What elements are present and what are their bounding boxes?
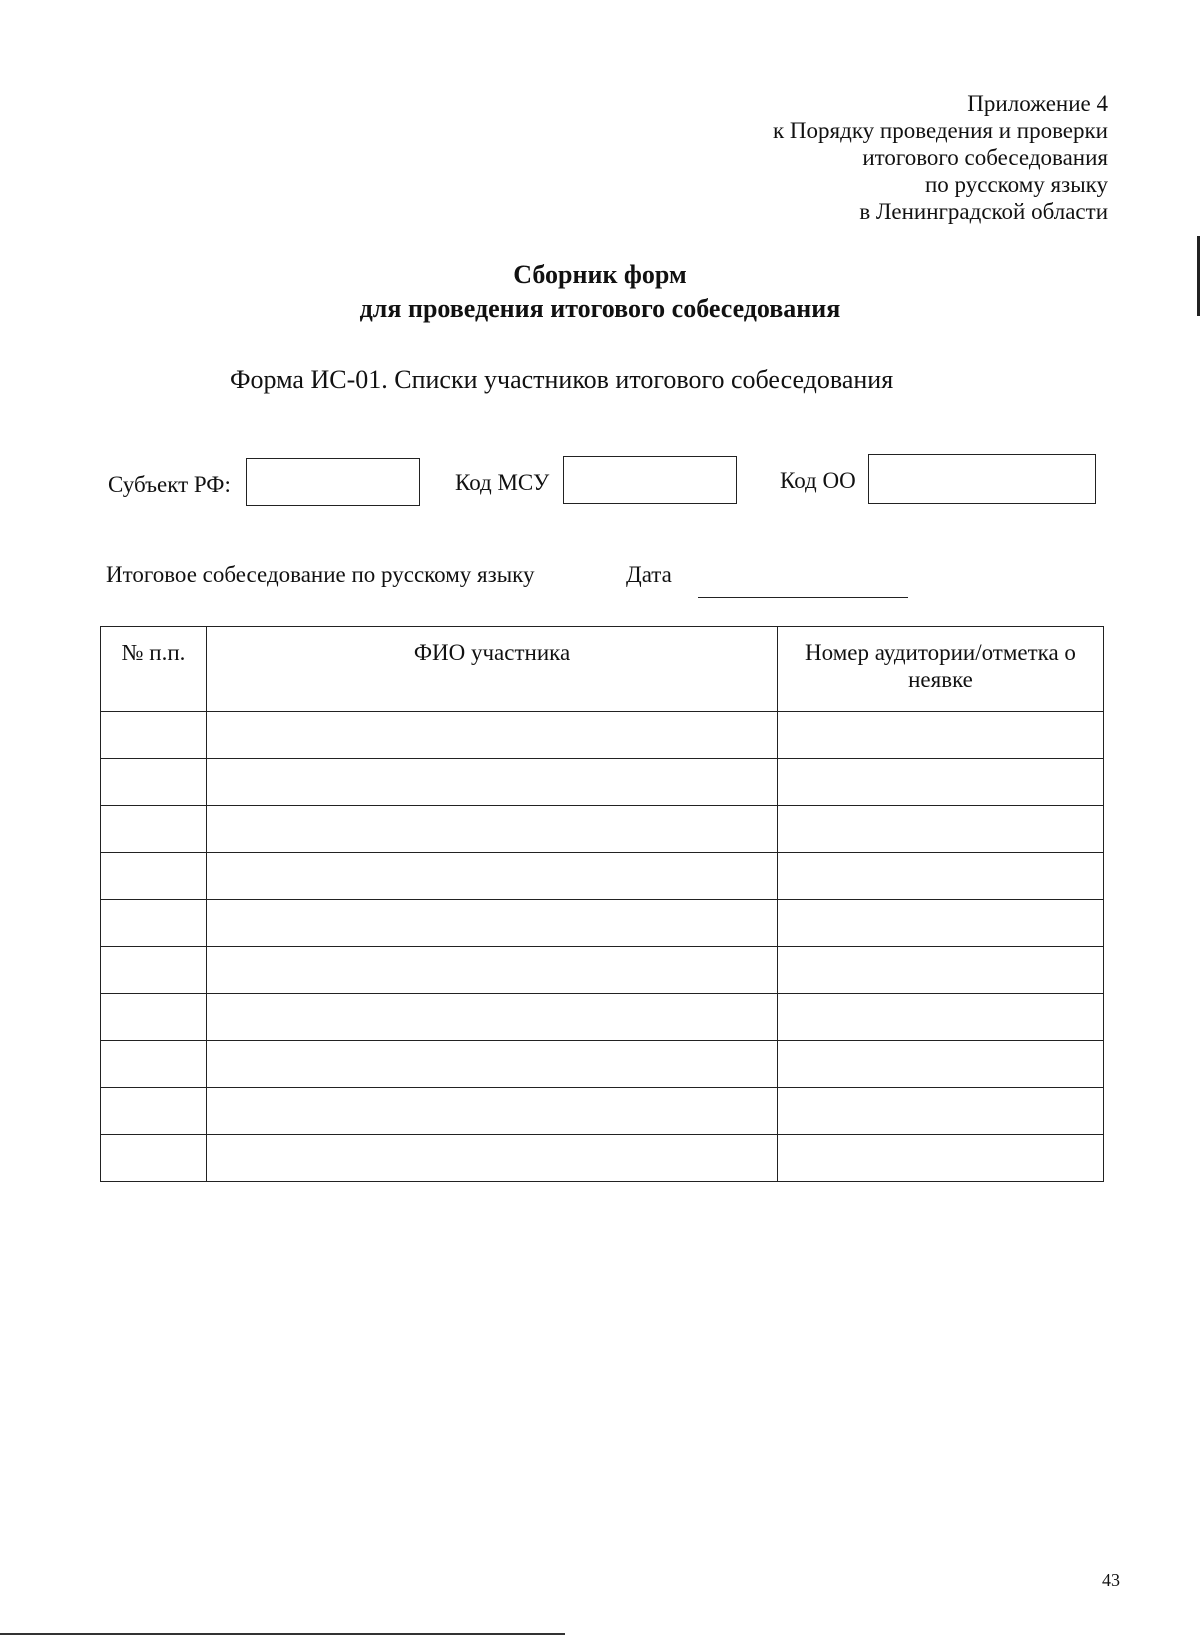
cell-fio[interactable] xyxy=(207,1041,778,1088)
form-title: Форма ИС-01. Списки участников итогового собеседования xyxy=(230,365,894,394)
cell-number[interactable] xyxy=(101,759,207,806)
cell-number[interactable] xyxy=(101,712,207,759)
table-row xyxy=(101,1041,1104,1088)
date-label: Дата xyxy=(626,562,672,587)
subject-code-field[interactable] xyxy=(246,458,420,506)
appendix-reference xyxy=(773,90,1108,225)
table-row xyxy=(101,853,1104,900)
msu-code-field[interactable] xyxy=(563,456,737,504)
cell-room[interactable] xyxy=(778,947,1104,994)
cell-room[interactable] xyxy=(778,1041,1104,1088)
cell-number[interactable] xyxy=(101,853,207,900)
subject-label: Субъект РФ: xyxy=(108,472,231,497)
cell-number[interactable] xyxy=(101,1041,207,1088)
cell-room[interactable] xyxy=(778,759,1104,806)
appendix-line: Приложение 4 xyxy=(967,91,1108,116)
cell-room[interactable] xyxy=(778,712,1104,759)
cell-room[interactable] xyxy=(778,1088,1104,1135)
table-row xyxy=(101,759,1104,806)
cell-number[interactable] xyxy=(101,994,207,1041)
table-row xyxy=(101,806,1104,853)
title-line-1: Сборник форм xyxy=(513,260,687,289)
cell-fio[interactable] xyxy=(207,1135,778,1182)
appendix-line: к Порядку проведения и проверки xyxy=(773,118,1108,143)
cell-fio[interactable] xyxy=(207,853,778,900)
table-row xyxy=(101,1088,1104,1135)
header-fio: ФИО участника xyxy=(207,627,778,712)
cell-fio[interactable] xyxy=(207,947,778,994)
cell-fio[interactable] xyxy=(207,806,778,853)
page-number: 43 xyxy=(1102,1570,1120,1590)
appendix-line: в Ленинградской области xyxy=(859,199,1108,224)
title-line-2: для проведения итогового собеседования xyxy=(359,294,841,323)
cell-fio[interactable] xyxy=(207,900,778,947)
cell-fio[interactable] xyxy=(207,1088,778,1135)
appendix-line: итогового собеседования xyxy=(862,145,1108,170)
document-title xyxy=(0,258,1200,326)
oo-label: Код ОО xyxy=(780,468,856,493)
cell-number[interactable] xyxy=(101,806,207,853)
table-row xyxy=(101,947,1104,994)
cell-fio[interactable] xyxy=(207,712,778,759)
cell-fio[interactable] xyxy=(207,759,778,806)
date-input-line[interactable] xyxy=(698,597,908,598)
cell-number[interactable] xyxy=(101,900,207,947)
cell-room[interactable] xyxy=(778,1135,1104,1182)
table-header-row xyxy=(101,627,1104,712)
header-room-absence: Номер аудитории/отметка о неявке xyxy=(778,627,1104,712)
participants-table xyxy=(100,626,1104,1182)
cell-room[interactable] xyxy=(778,994,1104,1041)
cell-number[interactable] xyxy=(101,1088,207,1135)
table-row xyxy=(101,900,1104,947)
cell-room[interactable] xyxy=(778,806,1104,853)
cell-number[interactable] xyxy=(101,1135,207,1182)
exam-subject-label: Итоговое собеседование по русскому языку xyxy=(106,562,535,587)
table-row xyxy=(101,1135,1104,1182)
table-row xyxy=(101,994,1104,1041)
header-number: № п.п. xyxy=(101,627,207,712)
msu-label: Код МСУ xyxy=(455,470,550,495)
cell-room[interactable] xyxy=(778,900,1104,947)
cell-room[interactable] xyxy=(778,853,1104,900)
table-row xyxy=(101,712,1104,759)
appendix-line: по русскому языку xyxy=(924,172,1108,197)
oo-code-field[interactable] xyxy=(868,454,1096,504)
cell-number[interactable] xyxy=(101,947,207,994)
cell-fio[interactable] xyxy=(207,994,778,1041)
